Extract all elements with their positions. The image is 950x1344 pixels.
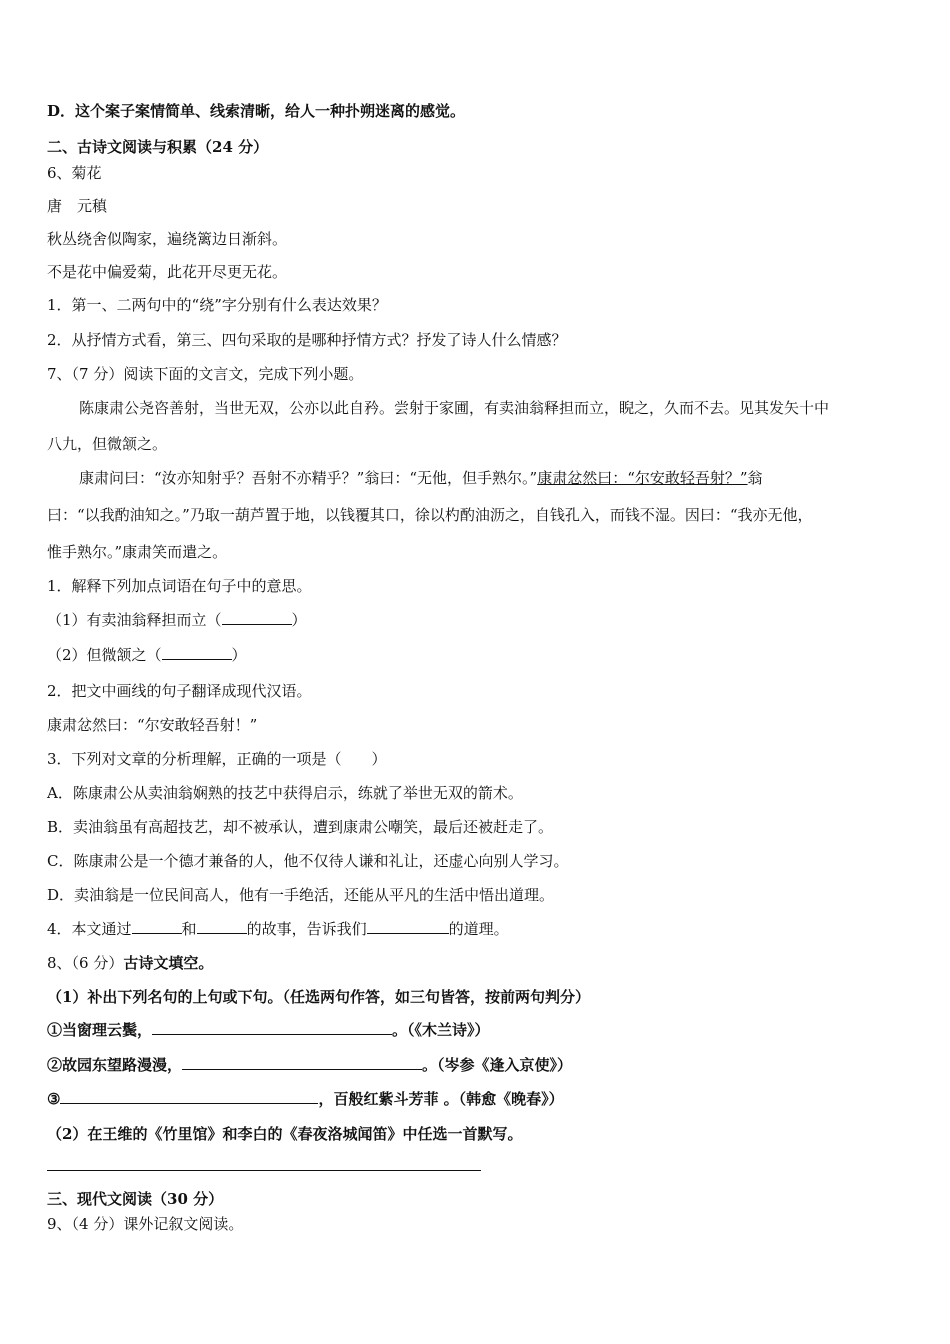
q7-sub-1a: [47, 610, 307, 630]
answer-blank[interactable]: [60, 1089, 318, 1104]
q7-title: 7、（7 分）阅读下面的文言文，完成下列小题。: [47, 365, 364, 383]
q7-sub-1a-close: ）: [291, 611, 307, 629]
answer-blank[interactable]: [182, 1055, 422, 1070]
answer-line[interactable]: [47, 1170, 481, 1171]
q7-sub-1a-text: （1）有卖油翁释担而立（: [47, 611, 222, 629]
q8-item-2-pre: ②故园东望路漫漫，: [47, 1056, 183, 1074]
q8-item-3-pre: ③: [47, 1090, 61, 1108]
q6-title: 6、菊花: [47, 164, 102, 182]
q7-sub-4-part-d: 的道理。: [448, 920, 509, 938]
q7-para2-line3: 惟手熟尔。”康肃笑而遣之。: [47, 543, 228, 561]
q7-sub-2: 2．把文中画线的句子翻译成现代汉语。: [47, 682, 312, 700]
q7-sub-4-part-a: 4．本文通过: [47, 920, 132, 938]
q7-sub-4: [47, 919, 509, 939]
q6-sub-1: 1．第一、二两句中的“绕”字分别有什么表达效果？: [47, 296, 387, 314]
answer-blank[interactable]: [222, 610, 292, 625]
q7-para1-line1: 陈康肃公尧咨善射，当世无双，公亦以此自矜。尝射于家圃，有卖油翁释担而立，睨之，久而不去。见其发矢十中: [79, 399, 830, 417]
q7-para2-line1-post: 翁: [747, 469, 763, 487]
q6-sub-2: 2．从抒情方式看，第三、四句采取的是哪种抒情方式？抒发了诗人什么情感？: [47, 331, 567, 349]
q8-title-number: 8、（6 分）: [47, 954, 124, 972]
q6-poem-line-1: 秋丛绕舍似陶家，遍绕篱边日渐斜。: [47, 230, 288, 248]
section-2-heading: 二、古诗文阅读与积累（24 分）: [47, 138, 269, 156]
q8-title: [47, 953, 213, 973]
q6-poem-line-2: 不是花中偏爱菊，此花开尽更无花。: [47, 263, 288, 281]
q8-part-1: （1）补出下列名句的上句或下句。（任选两句作答，如三句皆答，按前两句判分）: [47, 988, 590, 1006]
answer-blank[interactable]: [132, 919, 182, 934]
q6-author: 唐 元稹: [47, 197, 108, 215]
q7-para2-line1-pre: 康肃问曰：“汝亦知射乎？吾射不亦精乎？”翁曰：“无他，但手熟尔。”: [79, 469, 538, 487]
q8-title-text: 古诗文填空。: [123, 954, 214, 972]
q7-option-a: A．陈康肃公从卖油翁娴熟的技艺中获得启示，练就了举世无双的箭术。: [47, 784, 523, 802]
q7-sub-1b-close: ）: [231, 646, 247, 664]
q7-sub-1b: [47, 645, 247, 665]
q7-option-c: C．陈康肃公是一个德才兼备的人，他不仅待人谦和礼让，还虚心向别人学习。: [47, 852, 569, 870]
q7-para1-line2: 八九，但微颔之。: [47, 435, 168, 453]
q8-item-1: [47, 1020, 490, 1040]
q7-para2-line2: 曰：“以我酌油知之。”乃取一葫芦置于地，以钱覆其口，徐以杓酌油沥之，自钱孔入，而钱不湿。因曰：“我亦无他，: [47, 506, 813, 524]
q7-sub-2-sentence: 康肃忿然曰：“尔安敢轻吾射！”: [47, 716, 258, 734]
answer-blank[interactable]: [367, 919, 449, 934]
q9-title: 9、（4 分）课外记叙文阅读。: [47, 1215, 244, 1233]
q7-sub-4-part-b: 和: [181, 920, 197, 938]
answer-blank[interactable]: [152, 1020, 392, 1035]
q8-part-2: （2）在王维的《竹里馆》和李白的《春夜洛城闻笛》中任选一首默写。: [47, 1125, 523, 1143]
q7-sub-1: 1．解释下列加点词语在句子中的意思。: [47, 577, 312, 595]
q7-option-b: B．卖油翁虽有高超技艺，却不被承认，遭到康肃公嘲笑，最后还被赶走了。: [47, 818, 554, 836]
q8-item-3-post: ，百般红紫斗芳菲 。（韩愈《晚春》）: [318, 1090, 564, 1108]
q7-option-d: D．卖油翁是一位民间高人，他有一手绝活，还能从平凡的生活中悟出道理。: [47, 886, 555, 904]
q7-para2-line1: [79, 468, 763, 488]
q8-item-2-post: 。（岑参《逢入京使》）: [422, 1056, 573, 1074]
q7-sub-4-part-c: 的故事，告诉我们: [246, 920, 367, 938]
answer-blank[interactable]: [162, 645, 232, 660]
option-d-line: D．这个案子案情简单、线索清晰，给人一种扑朔迷离的感觉。: [47, 102, 466, 120]
q7-sub-1b-text: （2）但微颔之（: [47, 646, 162, 664]
q8-item-2: [47, 1055, 572, 1075]
q8-item-1-post: 。（《木兰诗》）: [392, 1021, 490, 1039]
q8-item-3: [47, 1089, 564, 1109]
q7-underlined-sentence: 康肃忿然曰：“尔安敢轻吾射？”: [537, 469, 748, 487]
section-3-heading: 三、现代文阅读（30 分）: [47, 1190, 224, 1208]
q8-item-1-pre: ①当窗理云鬓，: [47, 1021, 153, 1039]
answer-blank[interactable]: [197, 919, 247, 934]
q7-sub-3: 3．下列对文章的分析理解，正确的一项是（ ）: [47, 750, 387, 768]
